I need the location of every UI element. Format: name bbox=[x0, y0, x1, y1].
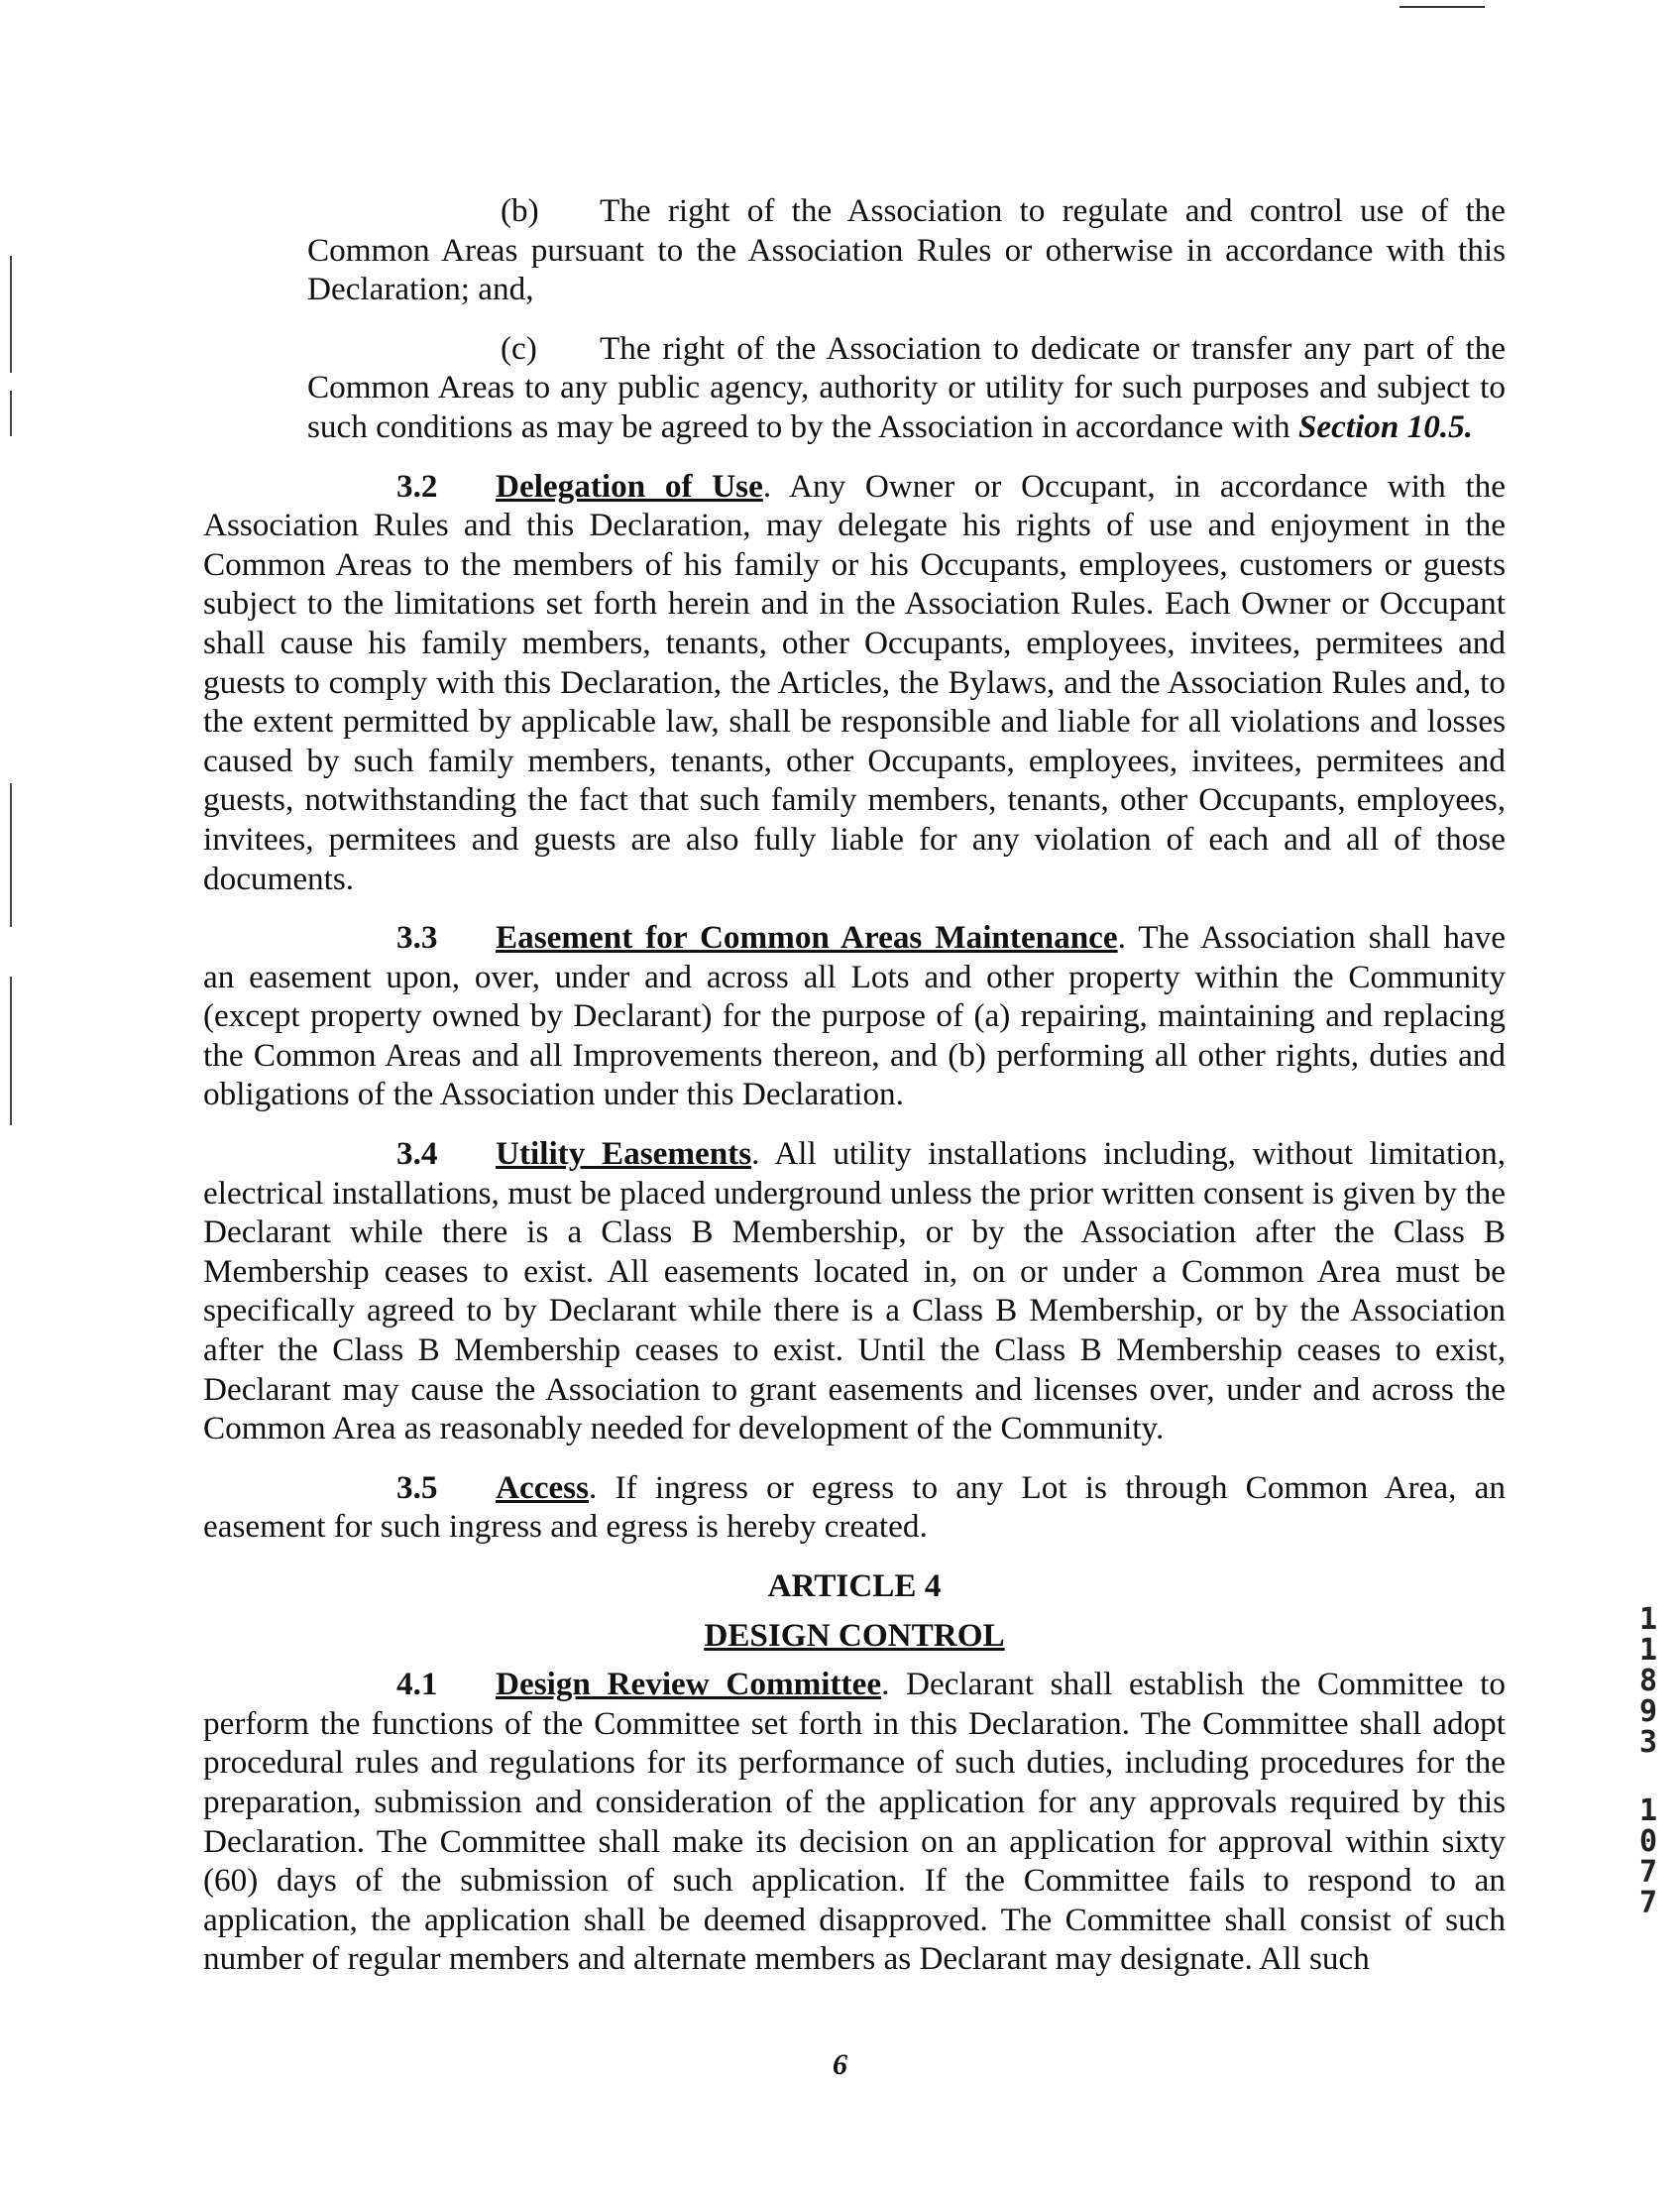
section-text: . All utility installations including, without limitation, electrical installations, must be placed underground unless the prior written consent is given by the Declarant while there is a Class B Membership, or by the Association after the Class B Membership ceases to exist. All easements located in, on or under a Common Area must be specifically agreed to by Declarant while there is a Class B Membership, or by the Association after the Class B Membership ceases to exist. Until the Class B Membership ceases to exist, Declarant may cause the Association to grant easements and licenses over, under and across the Common Area as reasonably needed for development of the Community. bbox=[203, 1135, 1506, 1447]
section-text: . Declarant shall establish the Committee to perform the functions of the Committee set forth in this Declaration. The Committee shall adopt procedural rules and regulations for its performance of such duties, including procedures for the preparation, submission and consideration of the application for any approvals required by this Declaration. The Committee shall make its decision on an application for approval within sixty (60) days of the submission of such application. If the Committee fails to respond to an application, the application shall be deemed disapproved. The Committee shall consist of such number of regular members and alternate members as Declarant may designate. All such bbox=[203, 1666, 1506, 1978]
section-number: 3.4 bbox=[396, 1135, 438, 1173]
section-4-1 bbox=[203, 1665, 1506, 1979]
margin-change-bar bbox=[10, 783, 12, 927]
margin-change-bar bbox=[10, 977, 12, 1125]
section-number: 4.1 bbox=[396, 1666, 438, 1703]
section-text: . The Association shall have an easement upon, over, under and across all Lots and other property within the Community (except property owned by Declarant) for the purpose of (a) repairing, maintaining and replacing the Common Areas and all Improvements thereon, and (b) performing all other rights, duties and obligations of the Association under this Declaration. bbox=[203, 919, 1506, 1113]
section-reference: Section 10.5. bbox=[1297, 407, 1474, 445]
stamp-digit: 1 bbox=[1638, 1793, 1658, 1828]
margin-change-bar bbox=[10, 391, 12, 436]
stamp-digit: 7 bbox=[1638, 1855, 1658, 1890]
stamp-digit: 7 bbox=[1638, 1886, 1658, 1920]
margin-change-bar bbox=[10, 256, 12, 373]
section-number: 3.5 bbox=[396, 1468, 438, 1506]
section-heading: Delegation of Use bbox=[496, 467, 763, 505]
stamp-gap bbox=[1632, 1758, 1664, 1795]
section-text: . If ingress or egress to any Lot is through Common Area, an easement for such ingress and egress is hereby created. bbox=[203, 1468, 1506, 1546]
section-3-2 bbox=[203, 467, 1506, 899]
section-number: 3.3 bbox=[396, 919, 438, 957]
stamp-digit: 1 bbox=[1638, 1633, 1658, 1668]
paragraph-c bbox=[203, 329, 1506, 447]
stamp-digit: 9 bbox=[1638, 1694, 1658, 1729]
recording-stamp bbox=[1632, 1604, 1664, 1918]
paragraph-text: The right of the Association to regulate and control use of the Common Areas pursuant to the Association Rules or otherwise in accordance with this Declaration; and, bbox=[307, 192, 1506, 308]
section-heading: Design Review Committee bbox=[496, 1666, 882, 1703]
section-number: 3.2 bbox=[396, 467, 438, 505]
stamp-digit: 8 bbox=[1638, 1664, 1658, 1698]
section-text: . Any Owner or Occupant, in accordance with the Association Rules and this Declaration, may delegate his rights of use and enjoyment in the Common Areas to the members of his family or his Occupants, employees, customers or guests subject to the limitations set forth herein and in the Association Rules. Each Owner or Occupant shall cause his family members, tenants, other Occupants, employees, invitees, permitees and guests to comply with this Declaration, the Articles, the Bylaws, and the Association Rules and, to the extent permitted by applicable law, shall be responsible and liable for all violations and losses caused by such family members, tenants, other Occupants, employees, invitees, permitees and guests, notwithstanding the fact that such family members, tenants, other Occupants, employees, invitees, permitees and guests are also fully liable for any violation of each and all of those documents. bbox=[203, 467, 1506, 897]
section-3-4 bbox=[203, 1134, 1506, 1448]
stamp-digit: 0 bbox=[1638, 1824, 1658, 1859]
document-page bbox=[203, 191, 1506, 1999]
section-3-3 bbox=[203, 918, 1506, 1114]
section-heading: Access bbox=[496, 1468, 589, 1506]
section-heading: Easement for Common Areas Maintenance bbox=[496, 919, 1118, 957]
paragraph-b bbox=[203, 191, 1506, 309]
stamp-digit: 1 bbox=[1638, 1602, 1658, 1637]
article-label: ARTICLE 4 bbox=[767, 1567, 942, 1604]
paragraph-text: The right of the Association to dedicate or transfer any part of the Common Areas to any public agency, authority or utility for such purposes and subject to such conditions as may be agreed to by the Association in accordance with bbox=[307, 329, 1506, 445]
paragraph-marker: (c) bbox=[501, 329, 537, 367]
top-rule bbox=[1400, 6, 1485, 8]
article-title: DESIGN CONTROL bbox=[704, 1616, 1005, 1654]
page-number: 6 bbox=[833, 2048, 847, 2081]
section-3-5 bbox=[203, 1468, 1506, 1547]
paragraph-marker: (b) bbox=[501, 192, 539, 229]
stamp-digit: 3 bbox=[1638, 1725, 1658, 1760]
section-heading: Utility Easements bbox=[496, 1135, 752, 1173]
